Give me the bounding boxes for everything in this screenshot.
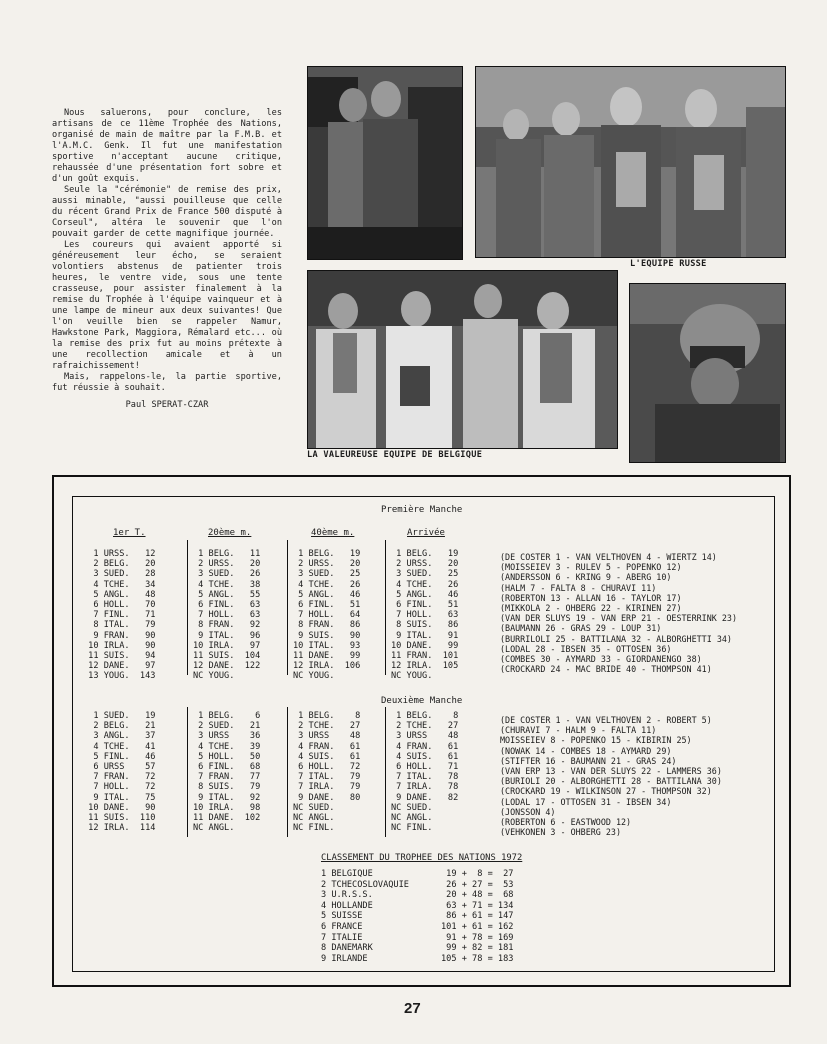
heat1-finish-column: 1 BELG. 19 2 URSS. 20 3 SUED. 25 4 TCHE. 26 5 ANGL. 46 6 FINL. 51 7 HOLL. 63 8 SUIS. 86 9 ITAL. 91 10 DANE. 99 11 FRAN. 101 12 IRLA. 105 NC YOUG. bbox=[391, 549, 459, 682]
heat1-20th-lap-column: 1 BELG. 11 2 URSS. 20 3 SUED. 26 4 TCHE. 38 5 ANGL. 55 6 FINL. 63 7 HOLL. 63 8 FRAN. 92 9 ITAL. 96 10 IRLA. 97 11 SUIS. 104 12 DANE. 122 NC YOUG. bbox=[193, 549, 261, 682]
column-divider bbox=[287, 707, 288, 837]
photo-belgian-team bbox=[307, 270, 618, 449]
col-header-finish: Arrivée bbox=[407, 528, 445, 538]
page-number: 27 bbox=[404, 1000, 421, 1017]
heat1-rider-details: (DE COSTER 1 - VAN VELTHOVEN 4 - WIERTZ 14) (MOISSEIEV 3 - RULEV 5 - POPENKO 12) (ANDERSSON 6 - KRING 9 - ABERG 10) (HALM 7 - FALTA 8 - CHURAVI 11) (ROBERTON 13 - ALLAN 16 - TAYLOR 17) (MIKKOLA 2 - OHBERG 22 - KIRINEN 27) (VAN DER SLUYS 19 - VAN ERP 21 - OESTERRINK 23) (BAUMANN 26 - GRAS 29 - LOUP 31) (BURRILOLI 25 - BATTILANA 32 - ALBORGHETTI 34) (LODAL 28 - IBSEN 35 - OTTOSEN 36) (COMBES 30 - AYMARD 33 - GIORDANENGO 38) (CROCKARD 24 - MAC BRIDE 40 - THOMPSON 41) bbox=[500, 552, 737, 675]
heat2-20th-lap-column: 1 BELG. 6 2 SUED. 21 3 URSS 36 4 TCHE. 39 5 HOLL. 50 6 FINL. 68 7 FRAN. 77 8 SUIS. 79 9 ITAL. 92 10 IRLA. 98 11 DANE. 102 NC ANGL. bbox=[193, 711, 261, 834]
classement-scores: 19 + 8 = 27 26 + 27 = 53 20 + 48 = 68 63 + 71 = 134 86 + 61 = 147 101 + 61 = 162 91 + 78 = 169 99 + 82 = 181 105 + 78 = 183 bbox=[441, 869, 514, 964]
column-divider bbox=[187, 540, 188, 675]
caption-russian-team: L'EQUIPE RUSSE bbox=[630, 259, 707, 269]
intro-paragraph-3: Les coureurs qui avaient apporté si généreusement leur écho, se seraient volontiers abstenus de patienter trois heures, le ventre vide, sous une tente crasseuse, pour assister finalement à la remise du Trophée à l'équipe vainqueur et à une lampe de mineur aux deux suivantes! Que l'on veuille bien se rappeler Namur, Hawkstone Park, Maggiora, Rémalard etc... où la remise des prix fut au moins prétexte à une recollection amicale et à un rafraichissement! bbox=[52, 240, 282, 371]
column-divider bbox=[287, 540, 288, 675]
classement-title: CLASSEMENT DU TROPHEE DES NATIONS 1972 bbox=[321, 853, 523, 863]
heat2-first-lap-column: 1 SUED. 19 2 BELG. 21 3 ANGL. 37 4 TCHE. 41 5 FINL. 46 6 URSS 57 7 FRAN. 72 7 HOLL. 72 9 ITAL. 75 10 DANE. 90 11 SUIS. 110 12 IRLA. 114 bbox=[88, 711, 156, 834]
results-frame bbox=[72, 496, 775, 972]
photo-russian-team bbox=[475, 66, 786, 258]
author-signature: Paul SPERAT-CZAR bbox=[125, 400, 209, 410]
caption-belgian-team: LA VALEUREUSE EQUIPE DE BELGIQUE bbox=[307, 450, 483, 460]
heat1-40th-lap-column: 1 BELG. 19 2 URSS. 20 3 SUED. 25 4 TCHE. 26 5 ANGL. 46 6 FINL. 51 7 HOLL. 64 8 FRAN. 86 9 SUIS. 90 10 ITAL. 93 11 DANE. 99 12 IRLA. 106 NC YOUG. bbox=[293, 549, 361, 682]
intro-article bbox=[52, 108, 282, 411]
second-heat-title: Deuxième Manche bbox=[381, 696, 463, 706]
column-divider bbox=[385, 707, 386, 837]
col-header-40th-lap: 40ème m. bbox=[311, 528, 355, 538]
col-header-20th-lap: 20ème m. bbox=[208, 528, 252, 538]
column-divider bbox=[187, 707, 188, 837]
photo-riders-truck bbox=[307, 66, 463, 260]
heat2-40th-lap-column: 1 BELG. 8 2 TCHE. 27 3 URSS 48 4 FRAN. 61 4 SUIS. 61 6 HOLL. 72 7 ITAL. 79 7 IRLA. 79 9 DANE. 80 NC SUED. NC ANGL. NC FINL. bbox=[293, 711, 361, 834]
intro-paragraph-4: Mais, rappelons-le, la partie sportive, fut réussie à souhait. bbox=[52, 372, 282, 393]
col-header-first-lap: 1er T. bbox=[113, 528, 146, 538]
photo-helmet-rider bbox=[629, 283, 786, 463]
first-heat-title: Première Manche bbox=[381, 505, 463, 515]
heat1-first-lap-column: 1 URSS. 12 2 BELG. 20 3 SUED. 28 4 TCHE. 34 5 ANGL. 48 6 HOLL. 70 7 FINL. 71 8 ITAL. 79 9 FRAN. 90 10 IRLA. 90 11 SUIS. 94 12 DANE. 97 13 YOUG. 143 bbox=[88, 549, 156, 682]
column-divider bbox=[385, 540, 386, 675]
heat2-rider-details: (DE COSTER 1 - VAN VELTHOVEN 2 - ROBERT 5) (CHURAVI 7 - HALM 9 - FALTA 11) MOISSEIEV 8 - POPENKO 15 - KIBIRIN 25) (NOWAK 14 - COMBES 18 - AYMARD 29) (STIFTER 16 - BAUMANN 21 - GRAS 24) (VAN ERP 13 - VAN DER SLUYS 22 - LAMMERS 36) (BURIOLI 20 - ALBORGHETTI 28 - BATTILANA 30) (CROCKARD 19 - WILKINSON 27 - THOMPSON 32) (LODAL 17 - OTTOSEN 31 - IBSEN 34) (JONSSON 4) (ROBERTON 6 - EASTWOOD 12) (VEHKONEN 3 - OHBERG 23) bbox=[500, 715, 722, 838]
heat2-finish-column: 1 BELG. 8 2 TCHE. 27 3 URSS 48 4 FRAN. 61 4 SUIS. 61 6 HOLL. 71 7 ITAL. 78 7 IRLA. 78 9 DANE. 82 NC SUED. NC ANGL. NC FINL. bbox=[391, 711, 459, 834]
results-box bbox=[52, 475, 791, 987]
intro-paragraph-1: Nous saluerons, pour conclure, les artisans de ce 11ème Trophée des Nations, organisé de main de maître par la F.M.B. et l'A.M.C. Genk. Il fut une manifestation sportive n'acceptant aucune critique, rehaussée d'une présentation fort sobre et d'un goût exquis. bbox=[52, 108, 282, 184]
intro-paragraph-2: Seule la "cérémonie" de remise des prix, aussi minable, "aussi pouilleuse que celle du récent Grand Prix de France 500 disputé à Corseul", altéra le souvenir que l'on pouvait garder de cette magnifique journée. bbox=[52, 185, 282, 239]
classement-nations: 1 BELGIQUE 2 TCHECOSLOVAQUIE 3 U.R.S.S. 4 HOLLANDE 5 SUISSE 6 FRANCE 7 ITALIE 8 DANEMARK 9 IRLANDE bbox=[321, 869, 409, 964]
